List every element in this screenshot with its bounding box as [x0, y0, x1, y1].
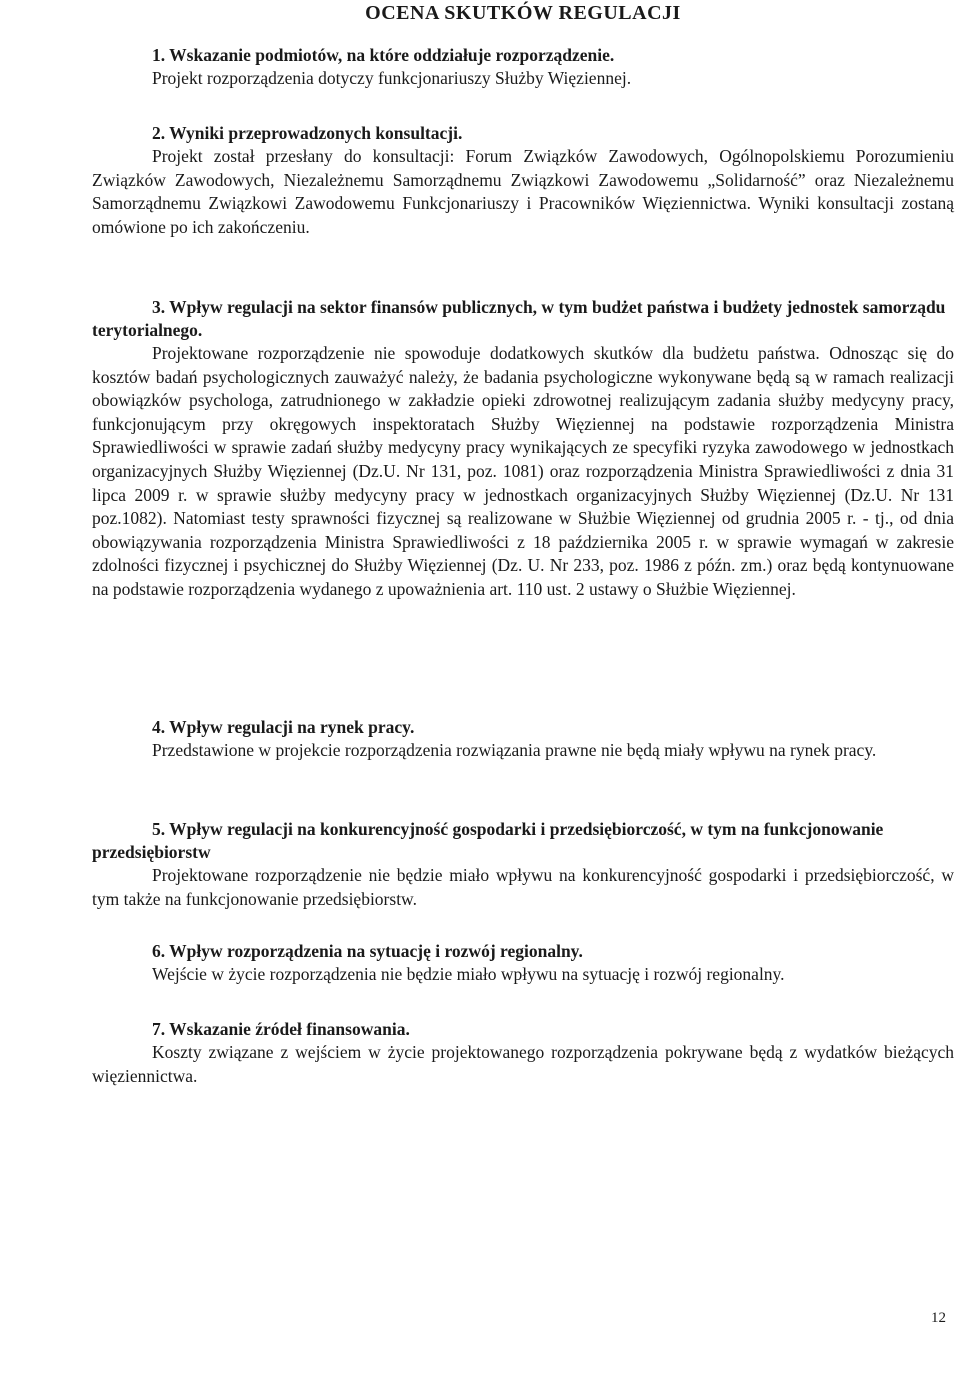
- section-1: [92, 44, 954, 91]
- section-body: Projekt został przesłany do konsultacji: Forum Związków Zawodowych, Ogólnopolskiemu Porozumieniu Związków Zawodowych, Niezależnemu Samorządnemu Związkowi Zawodowemu „Solidarność” oraz Niezależnemu Samorządnemu Związkowi Zawodowemu Funkcjonariuszy i Pracowników Więziennictwa. Wyniki konsultacji zostaną omówione po ich zakończeniu.: [92, 146, 954, 237]
- section-body: Projektowane rozporządzenie nie będzie miało wpływu na konkurencyjność gospodarki i przedsiębiorczość, w tym także na funkcjonowanie przedsiębiorstw.: [92, 865, 954, 909]
- section-heading: 4. Wpływ regulacji na rynek pracy.: [152, 717, 415, 737]
- section-6: [92, 940, 954, 987]
- section-3: [92, 296, 954, 602]
- section-body: Projekt rozporządzenia dotyczy funkcjonariuszy Służby Więziennej.: [152, 68, 632, 88]
- page-number: 12: [931, 1310, 946, 1326]
- section-heading: 2. Wyniki przeprowadzonych konsultacji.: [152, 123, 463, 143]
- section-heading: 3. Wpływ regulacji na sektor finansów publicznych, w tym budżet państwa i budżety jednostek samorządu terytorialnego.: [92, 297, 946, 340]
- section-body: Przedstawione w projekcie rozporządzenia rozwiązania prawne nie będą miały wpływu na rynek pracy.: [152, 740, 877, 760]
- section-7: [92, 1018, 954, 1088]
- section-body: Koszty związane z wejściem w życie projektowanego rozporządzenia pokrywane będą z wydatków bieżących więziennictwa.: [92, 1042, 954, 1086]
- section-5: [92, 818, 954, 911]
- section-4: [92, 716, 954, 763]
- section-heading: 5. Wpływ regulacji na konkurencyjność gospodarki i przedsiębiorczość, w tym na funkcjonowanie przedsiębiorstw: [92, 819, 884, 862]
- section-heading: 6. Wpływ rozporządzenia na sytuację i rozwój regionalny.: [152, 941, 583, 961]
- section-body: Wejście w życie rozporządzenia nie będzie miało wpływu na sytuację i rozwój regionalny.: [152, 964, 785, 984]
- section-body: Projektowane rozporządzenie nie spowoduje dodatkowych skutków dla budżetu państwa. Odnosząc się do kosztów badań psychologicznych zauważyć należy, że badania psychologiczne wykonywane będą są w ramach realizacji obowiązków psychologa, zatrudnionego w zakładzie opieki zdrowotnej realizującym zadania służby medycyny pracy, funkcjonującym przy okręgowych inspektoratach Służby Więziennej na podstawie rozporządzenia Ministra Sprawiedliwości w sprawie zadań służby medycyny pracy wynikających ze specyfiki ryzyka zawodowego w jednostkach organizacyjnych Służby Więziennej (Dz.U. Nr 131, poz. 1081) oraz rozporządzenia Ministra Sprawiedliwości z dnia 31 lipca 2009 r. w sprawie służby medycyny pracy w jednostkach organizacyjnych Służby Więziennej (Dz.U. Nr 131 poz.1082). Natomiast testy sprawności fizycznej są realizowane w Służbie Więziennej od grudnia 2005 r. - tj., od dnia obowiązywania rozporządzenia Ministra Sprawiedliwości z 18 października 2005 r. w sprawie wymagań w zakresie zdolności fizycznej i psychicznej do Służby Więziennej (Dz. U. Nr 233, poz. 1986 z późn. zm.) oraz będą kontynuowane na podstawie rozporządzenia wydanego z upoważnienia art. 110 ust. 2 ustawy o Służbie Więziennej.: [92, 343, 954, 599]
- section-heading: 7. Wskazanie źródeł finansowania.: [152, 1019, 410, 1039]
- section-heading: 1. Wskazanie podmiotów, na które oddziałuje rozporządzenie.: [152, 45, 615, 65]
- document-title: OCENA SKUTKÓW REGULACJI: [365, 2, 681, 24]
- section-2: [92, 122, 954, 239]
